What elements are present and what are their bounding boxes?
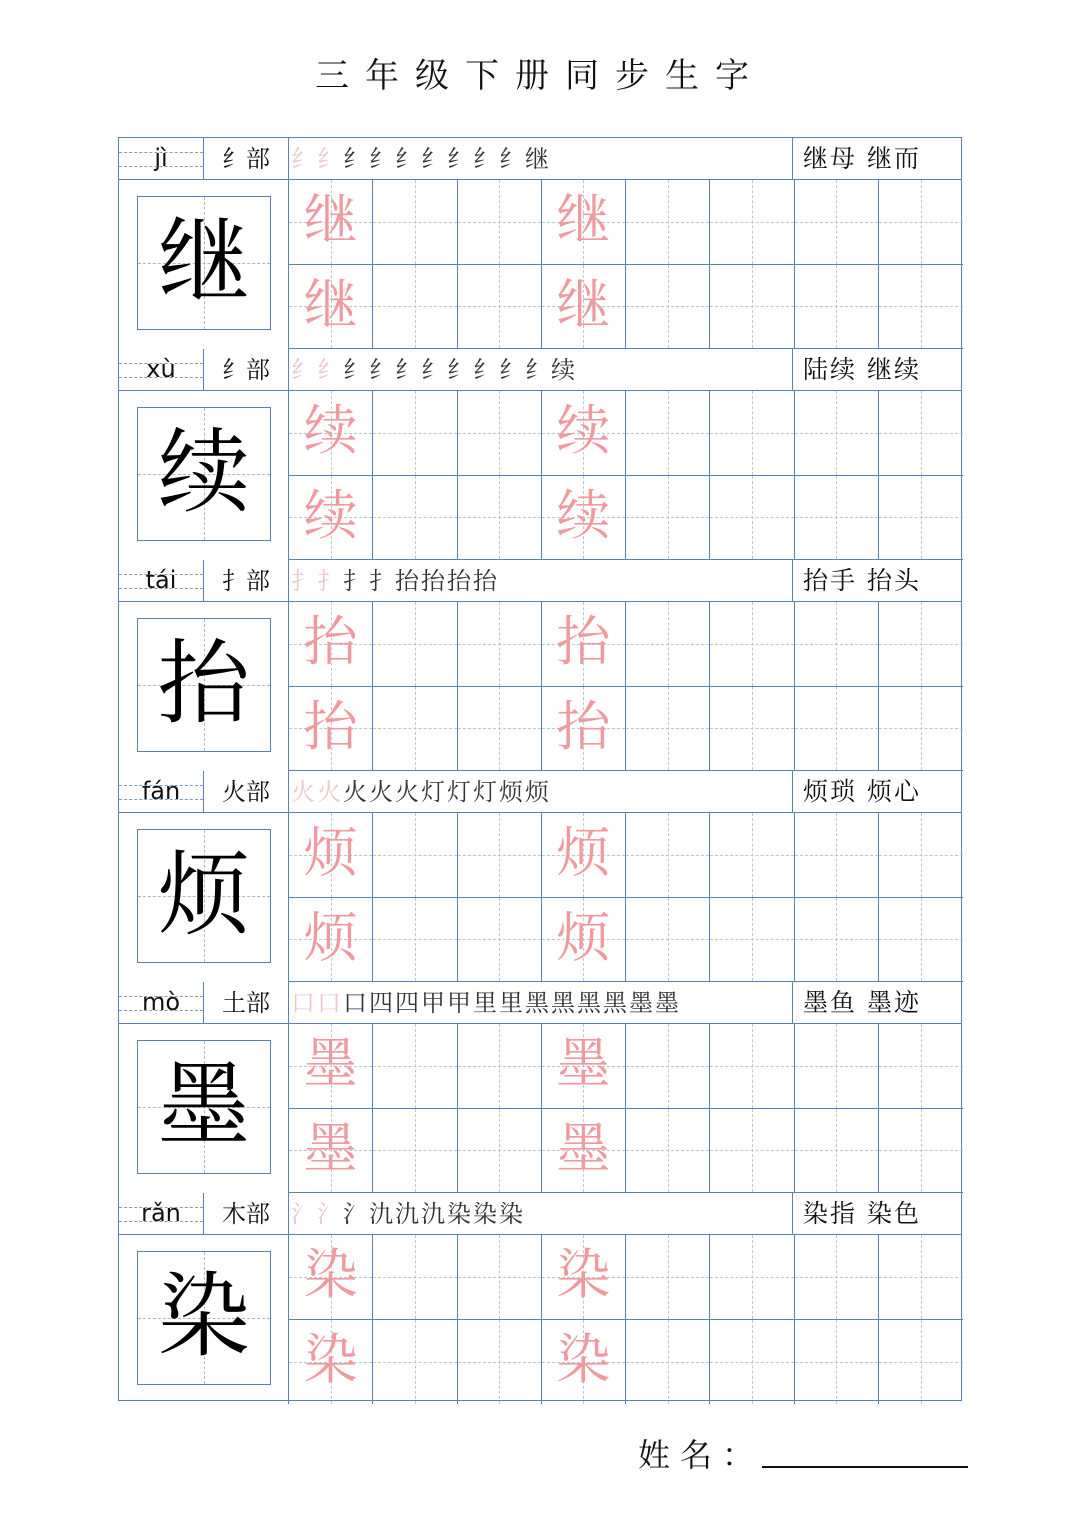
writing-cell[interactable] bbox=[542, 180, 626, 265]
writing-cell[interactable] bbox=[542, 1024, 626, 1109]
radical-label: 纟部 bbox=[204, 349, 289, 391]
writing-cell[interactable] bbox=[373, 687, 457, 772]
trace-character: 染 bbox=[303, 1327, 358, 1391]
writing-cell[interactable] bbox=[626, 1235, 710, 1320]
writing-cell[interactable] bbox=[710, 1024, 794, 1109]
radical-label: 纟部 bbox=[204, 138, 289, 180]
stroke-step: 烦 bbox=[525, 778, 549, 806]
model-box bbox=[137, 829, 271, 963]
stroke-step: 火 bbox=[291, 778, 315, 806]
writing-cell[interactable] bbox=[710, 1109, 794, 1194]
stroke-step: 抬 bbox=[421, 567, 445, 595]
writing-cell[interactable] bbox=[542, 898, 626, 983]
writing-cell[interactable] bbox=[458, 602, 542, 687]
model-box bbox=[137, 1040, 271, 1174]
writing-cell[interactable] bbox=[710, 391, 794, 476]
trace-character: 烦 bbox=[556, 905, 611, 969]
stroke-step: 染 bbox=[447, 1200, 471, 1228]
writing-cell[interactable] bbox=[289, 687, 373, 772]
writing-cell[interactable] bbox=[795, 602, 879, 687]
writing-cell[interactable] bbox=[626, 180, 710, 265]
trace-character: 续 bbox=[556, 399, 611, 462]
block-header bbox=[119, 771, 961, 813]
practice-sheet bbox=[118, 137, 962, 1401]
stroke-step: 口 bbox=[317, 989, 341, 1017]
model-area bbox=[119, 391, 289, 560]
radical-label: 扌部 bbox=[204, 560, 289, 602]
writing-cell[interactable] bbox=[458, 1109, 542, 1194]
block-header bbox=[119, 1193, 961, 1235]
model-area bbox=[119, 1235, 289, 1404]
writing-cell[interactable] bbox=[795, 1235, 879, 1320]
writing-cell[interactable] bbox=[289, 265, 373, 350]
character-block bbox=[119, 349, 961, 560]
writing-cell[interactable] bbox=[458, 476, 542, 561]
writing-cell[interactable] bbox=[626, 476, 710, 561]
writing-cell[interactable] bbox=[626, 898, 710, 983]
pinyin-label: tái bbox=[119, 560, 204, 602]
stroke-step: 口 bbox=[291, 989, 315, 1017]
writing-grid bbox=[289, 391, 963, 560]
trace-character: 抬 bbox=[303, 610, 358, 673]
stroke-order bbox=[289, 349, 793, 391]
writing-cell[interactable] bbox=[710, 898, 794, 983]
writing-cell[interactable] bbox=[795, 813, 879, 898]
writing-cell[interactable] bbox=[373, 898, 457, 983]
writing-cell[interactable] bbox=[458, 180, 542, 265]
writing-cell[interactable] bbox=[373, 602, 457, 687]
writing-cell[interactable] bbox=[458, 1320, 542, 1405]
example-words: 墨鱼 墨迹 bbox=[803, 988, 921, 1017]
example-words: 抬手 抬头 bbox=[803, 566, 921, 595]
writing-cell[interactable] bbox=[626, 1109, 710, 1194]
stroke-step: 抬 bbox=[473, 567, 497, 595]
writing-cell[interactable] bbox=[542, 1235, 626, 1320]
stroke-step: 纟 bbox=[343, 356, 367, 384]
model-box bbox=[137, 407, 271, 541]
stroke-step: 墨 bbox=[629, 989, 653, 1017]
stroke-step: 扌 bbox=[343, 567, 367, 595]
writing-cell[interactable] bbox=[542, 265, 626, 350]
model-box bbox=[137, 196, 271, 330]
trace-character: 墨 bbox=[303, 1116, 358, 1180]
writing-cell[interactable] bbox=[542, 602, 626, 687]
stroke-step: 抬 bbox=[395, 567, 419, 595]
pinyin-label: fán bbox=[119, 771, 204, 813]
writing-cell[interactable] bbox=[289, 476, 373, 561]
stroke-step: 氵 bbox=[291, 1200, 315, 1228]
trace-character: 墨 bbox=[556, 1032, 611, 1095]
stroke-step: 纟 bbox=[447, 356, 471, 384]
model-area bbox=[119, 180, 289, 349]
stroke-step: 氿 bbox=[395, 1200, 419, 1228]
stroke-step: 氵 bbox=[317, 1200, 341, 1228]
stroke-step: 里 bbox=[499, 989, 523, 1017]
writing-cell[interactable] bbox=[458, 813, 542, 898]
stroke-step: 灯 bbox=[421, 778, 445, 806]
stroke-step: 纟 bbox=[317, 145, 341, 173]
stroke-step: 纟 bbox=[395, 356, 419, 384]
stroke-step: 纟 bbox=[525, 356, 549, 384]
trace-character: 续 bbox=[303, 399, 358, 462]
pinyin-label: rǎn bbox=[119, 1193, 204, 1235]
trace-character: 烦 bbox=[556, 821, 611, 884]
block-header bbox=[119, 138, 961, 180]
stroke-step: 黑 bbox=[603, 989, 627, 1017]
writing-cell[interactable] bbox=[879, 813, 963, 898]
stroke-step: 口 bbox=[343, 989, 367, 1017]
radical-label: 火部 bbox=[204, 771, 289, 813]
writing-grid bbox=[289, 813, 963, 982]
writing-cell[interactable] bbox=[373, 1024, 457, 1109]
stroke-step: 氿 bbox=[369, 1200, 393, 1228]
model-character: 烦 bbox=[157, 841, 250, 948]
writing-cell[interactable] bbox=[289, 898, 373, 983]
stroke-step: 纟 bbox=[421, 356, 445, 384]
trace-character: 继 bbox=[303, 188, 358, 251]
stroke-step: 火 bbox=[317, 778, 341, 806]
stroke-order bbox=[289, 1193, 793, 1235]
writing-cell[interactable] bbox=[373, 180, 457, 265]
model-character: 继 bbox=[157, 208, 250, 315]
trace-character: 续 bbox=[303, 483, 358, 547]
name-label: 姓名： bbox=[638, 1436, 765, 1474]
writing-cell[interactable] bbox=[795, 1320, 879, 1405]
writing-cell[interactable] bbox=[795, 265, 879, 350]
stroke-step: 四 bbox=[395, 989, 419, 1017]
stroke-step: 黑 bbox=[551, 989, 575, 1017]
writing-cell[interactable] bbox=[795, 1024, 879, 1109]
writing-cell[interactable] bbox=[373, 476, 457, 561]
writing-grid bbox=[289, 180, 963, 349]
stroke-step: 甲 bbox=[447, 989, 471, 1017]
stroke-step: 扌 bbox=[317, 567, 341, 595]
model-character: 墨 bbox=[157, 1052, 250, 1159]
writing-cell[interactable] bbox=[710, 265, 794, 350]
pinyin-label: jì bbox=[119, 138, 204, 180]
writing-cell[interactable] bbox=[710, 476, 794, 561]
writing-cell[interactable] bbox=[542, 391, 626, 476]
writing-cell[interactable] bbox=[373, 1109, 457, 1194]
writing-cell[interactable] bbox=[373, 813, 457, 898]
stroke-step: 续 bbox=[551, 356, 575, 384]
stroke-step: 灯 bbox=[473, 778, 497, 806]
trace-character: 墨 bbox=[556, 1116, 611, 1180]
character-block bbox=[119, 560, 961, 771]
character-block bbox=[119, 771, 961, 982]
writing-cell[interactable] bbox=[542, 813, 626, 898]
writing-cell[interactable] bbox=[795, 476, 879, 561]
writing-cell[interactable] bbox=[289, 1320, 373, 1405]
writing-cell[interactable] bbox=[879, 602, 963, 687]
trace-character: 继 bbox=[556, 188, 611, 251]
stroke-step: 纟 bbox=[473, 145, 497, 173]
stroke-step: 扌 bbox=[369, 567, 393, 595]
writing-cell[interactable] bbox=[289, 1109, 373, 1194]
writing-cell[interactable] bbox=[879, 1235, 963, 1320]
model-area bbox=[119, 602, 289, 771]
stroke-step: 染 bbox=[499, 1200, 523, 1228]
stroke-step: 黑 bbox=[577, 989, 601, 1017]
writing-cell[interactable] bbox=[373, 1320, 457, 1405]
stroke-step: 烦 bbox=[499, 778, 523, 806]
writing-cell[interactable] bbox=[710, 813, 794, 898]
stroke-step: 纟 bbox=[317, 356, 341, 384]
trace-character: 续 bbox=[556, 483, 611, 547]
model-area bbox=[119, 813, 289, 982]
stroke-step: 四 bbox=[369, 989, 393, 1017]
writing-cell[interactable] bbox=[289, 813, 373, 898]
stroke-order bbox=[289, 771, 793, 813]
stroke-order bbox=[289, 138, 793, 180]
writing-cell[interactable] bbox=[458, 391, 542, 476]
trace-character: 抬 bbox=[303, 694, 358, 758]
writing-cell[interactable] bbox=[795, 1109, 879, 1194]
writing-cell[interactable] bbox=[542, 476, 626, 561]
stroke-step: 抬 bbox=[447, 567, 471, 595]
writing-cell[interactable] bbox=[879, 898, 963, 983]
writing-cell[interactable] bbox=[458, 898, 542, 983]
model-box bbox=[137, 1251, 271, 1385]
writing-cell[interactable] bbox=[879, 687, 963, 772]
writing-cell[interactable] bbox=[626, 265, 710, 350]
radical-label: 土部 bbox=[204, 982, 289, 1024]
trace-character: 染 bbox=[556, 1327, 611, 1391]
example-words: 染指 染色 bbox=[803, 1199, 921, 1228]
stroke-order bbox=[289, 982, 793, 1024]
writing-cell[interactable] bbox=[795, 898, 879, 983]
trace-character: 墨 bbox=[303, 1032, 358, 1095]
writing-cell[interactable] bbox=[542, 1109, 626, 1194]
model-character: 续 bbox=[157, 419, 250, 526]
writing-cell[interactable] bbox=[626, 602, 710, 687]
stroke-step: 纟 bbox=[291, 356, 315, 384]
writing-cell[interactable] bbox=[542, 1320, 626, 1405]
writing-cell[interactable] bbox=[458, 687, 542, 772]
stroke-step: 纟 bbox=[369, 145, 393, 173]
trace-character: 继 bbox=[303, 272, 358, 336]
stroke-step: 继 bbox=[525, 145, 549, 173]
writing-cell[interactable] bbox=[710, 180, 794, 265]
writing-cell[interactable] bbox=[710, 1320, 794, 1405]
writing-cell[interactable] bbox=[795, 391, 879, 476]
stroke-step: 墨 bbox=[655, 989, 679, 1017]
writing-cell[interactable] bbox=[626, 1024, 710, 1109]
stroke-step: 火 bbox=[395, 778, 419, 806]
writing-cell[interactable] bbox=[795, 687, 879, 772]
stroke-step: 扌 bbox=[291, 567, 315, 595]
character-block bbox=[119, 982, 961, 1193]
writing-cell[interactable] bbox=[626, 813, 710, 898]
writing-cell[interactable] bbox=[879, 1320, 963, 1405]
trace-character: 染 bbox=[556, 1243, 611, 1306]
stroke-step: 里 bbox=[473, 989, 497, 1017]
radical-label: 木部 bbox=[204, 1193, 289, 1235]
page-title: 三年级下册同步生字 bbox=[315, 56, 765, 96]
writing-cell[interactable] bbox=[879, 1024, 963, 1109]
pinyin-label: xù bbox=[119, 349, 204, 391]
model-character: 染 bbox=[157, 1263, 250, 1370]
stroke-step: 纟 bbox=[291, 145, 315, 173]
writing-cell[interactable] bbox=[289, 602, 373, 687]
writing-cell[interactable] bbox=[879, 476, 963, 561]
writing-cell[interactable] bbox=[289, 1024, 373, 1109]
writing-cell[interactable] bbox=[289, 391, 373, 476]
example-words: 烦琐 烦心 bbox=[803, 777, 921, 806]
stroke-step: 纟 bbox=[473, 356, 497, 384]
block-header bbox=[119, 349, 961, 391]
character-block bbox=[119, 138, 961, 349]
pinyin-label: mò bbox=[119, 982, 204, 1024]
model-area bbox=[119, 1024, 289, 1193]
stroke-step: 氿 bbox=[421, 1200, 445, 1228]
trace-character: 染 bbox=[303, 1243, 358, 1306]
example-words: 陆续 继续 bbox=[803, 355, 921, 384]
block-header bbox=[119, 982, 961, 1024]
writing-cell[interactable] bbox=[373, 265, 457, 350]
writing-cell[interactable] bbox=[795, 180, 879, 265]
writing-cell[interactable] bbox=[710, 1235, 794, 1320]
trace-character: 抬 bbox=[556, 694, 611, 758]
writing-cell[interactable] bbox=[710, 687, 794, 772]
stroke-step: 火 bbox=[343, 778, 367, 806]
trace-character: 烦 bbox=[303, 821, 358, 884]
trace-character: 继 bbox=[556, 272, 611, 336]
stroke-order bbox=[289, 560, 793, 602]
stroke-step: 灯 bbox=[447, 778, 471, 806]
writing-cell[interactable] bbox=[626, 391, 710, 476]
writing-cell[interactable] bbox=[879, 1109, 963, 1194]
block-header bbox=[119, 560, 961, 602]
model-character: 抬 bbox=[157, 630, 250, 737]
example-words: 继母 继而 bbox=[803, 144, 921, 173]
trace-character: 烦 bbox=[303, 905, 358, 969]
writing-cell[interactable] bbox=[710, 602, 794, 687]
stroke-step: 火 bbox=[369, 778, 393, 806]
writing-cell[interactable] bbox=[373, 1235, 457, 1320]
writing-cell[interactable] bbox=[626, 687, 710, 772]
writing-cell[interactable] bbox=[542, 687, 626, 772]
writing-cell[interactable] bbox=[879, 391, 963, 476]
writing-cell[interactable] bbox=[289, 180, 373, 265]
stroke-step: 纟 bbox=[343, 145, 367, 173]
writing-cell[interactable] bbox=[626, 1320, 710, 1405]
stroke-step: 染 bbox=[473, 1200, 497, 1228]
stroke-step: 氵 bbox=[343, 1200, 367, 1228]
writing-grid bbox=[289, 602, 963, 771]
trace-character: 抬 bbox=[556, 610, 611, 673]
writing-cell[interactable] bbox=[458, 1024, 542, 1109]
writing-grid bbox=[289, 1235, 963, 1404]
stroke-step: 纟 bbox=[499, 356, 523, 384]
writing-cell[interactable] bbox=[289, 1235, 373, 1320]
writing-cell[interactable] bbox=[879, 180, 963, 265]
character-block bbox=[119, 1193, 961, 1404]
stroke-step: 甲 bbox=[421, 989, 445, 1017]
stroke-step: 纟 bbox=[421, 145, 445, 173]
stroke-step: 纟 bbox=[395, 145, 419, 173]
stroke-step: 纟 bbox=[447, 145, 471, 173]
writing-cell[interactable] bbox=[458, 265, 542, 350]
writing-cell[interactable] bbox=[373, 391, 457, 476]
stroke-step: 纟 bbox=[369, 356, 393, 384]
model-box bbox=[137, 618, 271, 752]
stroke-step: 纟 bbox=[499, 145, 523, 173]
name-line[interactable] bbox=[762, 1466, 968, 1468]
writing-cell[interactable] bbox=[458, 1235, 542, 1320]
writing-cell[interactable] bbox=[879, 265, 963, 350]
stroke-step: 黑 bbox=[525, 989, 549, 1017]
writing-grid bbox=[289, 1024, 963, 1193]
